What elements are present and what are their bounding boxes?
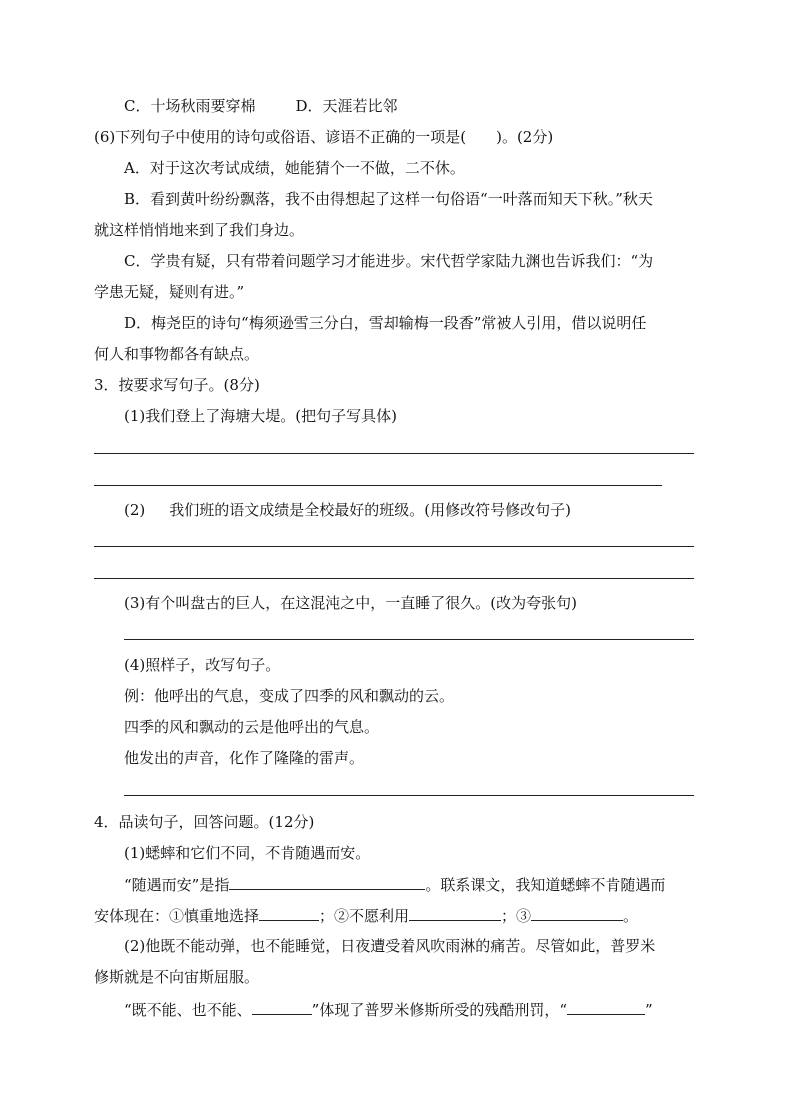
- q4-s1-q-text: 安体现在：①慎重地选择: [94, 907, 260, 925]
- question-3-heading: 3．按要求写句子。(8分): [94, 376, 260, 394]
- answer-line[interactable]: [94, 578, 694, 579]
- answer-line[interactable]: [124, 795, 694, 796]
- question-6-stem: (6)下列句子中使用的诗句或俗语、谚语不正确的一项是( )。(2分): [94, 128, 554, 146]
- q4-s1-q-text: “随遇而安”是指: [124, 876, 230, 894]
- fill-blank[interactable]: [409, 905, 501, 921]
- q4-s1-question-line2: [94, 905, 638, 926]
- q3-task-sentence: 他发出的声音，化作了隆隆的雷声。: [124, 749, 365, 767]
- fill-blank[interactable]: [259, 905, 319, 921]
- q3-sentence-1: (1)我们登上了海塘大堤。(把句子写具体): [124, 407, 397, 425]
- q4-s1-q-text: 。: [623, 907, 639, 925]
- option-d-text: D．天涯若比邻: [295, 97, 398, 115]
- fill-blank[interactable]: [531, 905, 623, 921]
- q3-s2-text: 我们班的语文成绩是全校最好的班级。(用修改符号修改句子): [169, 501, 571, 519]
- question-4-heading: 4．品读句子，回答问题。(12分): [94, 813, 315, 831]
- answer-line[interactable]: [94, 485, 662, 486]
- q4-s1-q-text: ；③: [501, 907, 532, 925]
- q4-s1-q-text: ；②不愿利用: [319, 907, 410, 925]
- q4-sentence-2-line2: 修斯就是不向宙斯屈服。: [94, 968, 260, 986]
- answer-line[interactable]: [94, 546, 694, 547]
- answer-line[interactable]: [124, 639, 694, 640]
- option-c-line2: 学患无疑，疑则有进。”: [94, 283, 245, 301]
- q4-s2-q-text: ”体现了普罗米修斯所受的残酷刑罚，“: [311, 1001, 568, 1019]
- fill-blank[interactable]: [229, 874, 425, 890]
- answer-line[interactable]: [94, 453, 694, 454]
- option-c-line1: C．学贵有疑，只有带着问题学习才能进步。宋代哲学家陆九渊也告诉我们：“为: [124, 252, 654, 270]
- q4-sentence-2-line1: (2)他既不能动弹，也不能睡觉，日夜遭受着风吹雨淋的痛苦。尽管如此，普罗米: [124, 937, 656, 955]
- option-c-text: C．十场秋雨要穿棉: [124, 97, 256, 115]
- q4-sentence-1: (1)蟋蟀和它们不同，不肯随遇而安。: [124, 844, 371, 862]
- fill-blank[interactable]: [567, 999, 645, 1015]
- q4-s2-q-text: “既不能、也不能、: [124, 1001, 252, 1019]
- q3-s2-number: (2): [124, 501, 146, 519]
- option-d-line2: 何人和事物都各有缺点。: [94, 345, 260, 363]
- q4-s2-q-text: ”: [645, 1001, 653, 1019]
- option-a: A．对于这次考试成绩，她能猜个一不做，二不休。: [124, 159, 465, 177]
- q4-s1-question-line1: [124, 874, 665, 895]
- q4-s1-q-text: 。联系课文，我知道蟋蟀不肯随遇而: [425, 876, 666, 894]
- q3-example-rewrite: 四季的风和飘动的云是他呼出的气息。: [124, 718, 380, 736]
- q3-sentence-3: (3)有个叫盘古的巨人，在这混沌之中，一直睡了很久。(改为夸张句): [124, 594, 577, 612]
- q4-s2-question: [124, 999, 653, 1020]
- options-c-d: [124, 96, 398, 116]
- option-b-line1: B．看到黄叶纷纷飘落，我不由得想起了这样一句俗语“一叶落而知天下秋。”秋天: [124, 190, 653, 208]
- q3-sentence-4: (4)照样子，改写句子。: [124, 656, 281, 674]
- option-b-line2: 就这样悄悄地来到了我们身边。: [94, 221, 305, 239]
- option-d-line1: D．梅尧臣的诗句“梅须逊雪三分白，雪却输梅一段香”常被人引用，借以说明任: [124, 314, 647, 332]
- q3-example: 例：他呼出的气息，变成了四季的风和飘动的云。: [124, 687, 455, 705]
- q3-sentence-2: [124, 500, 571, 520]
- fill-blank[interactable]: [252, 999, 312, 1015]
